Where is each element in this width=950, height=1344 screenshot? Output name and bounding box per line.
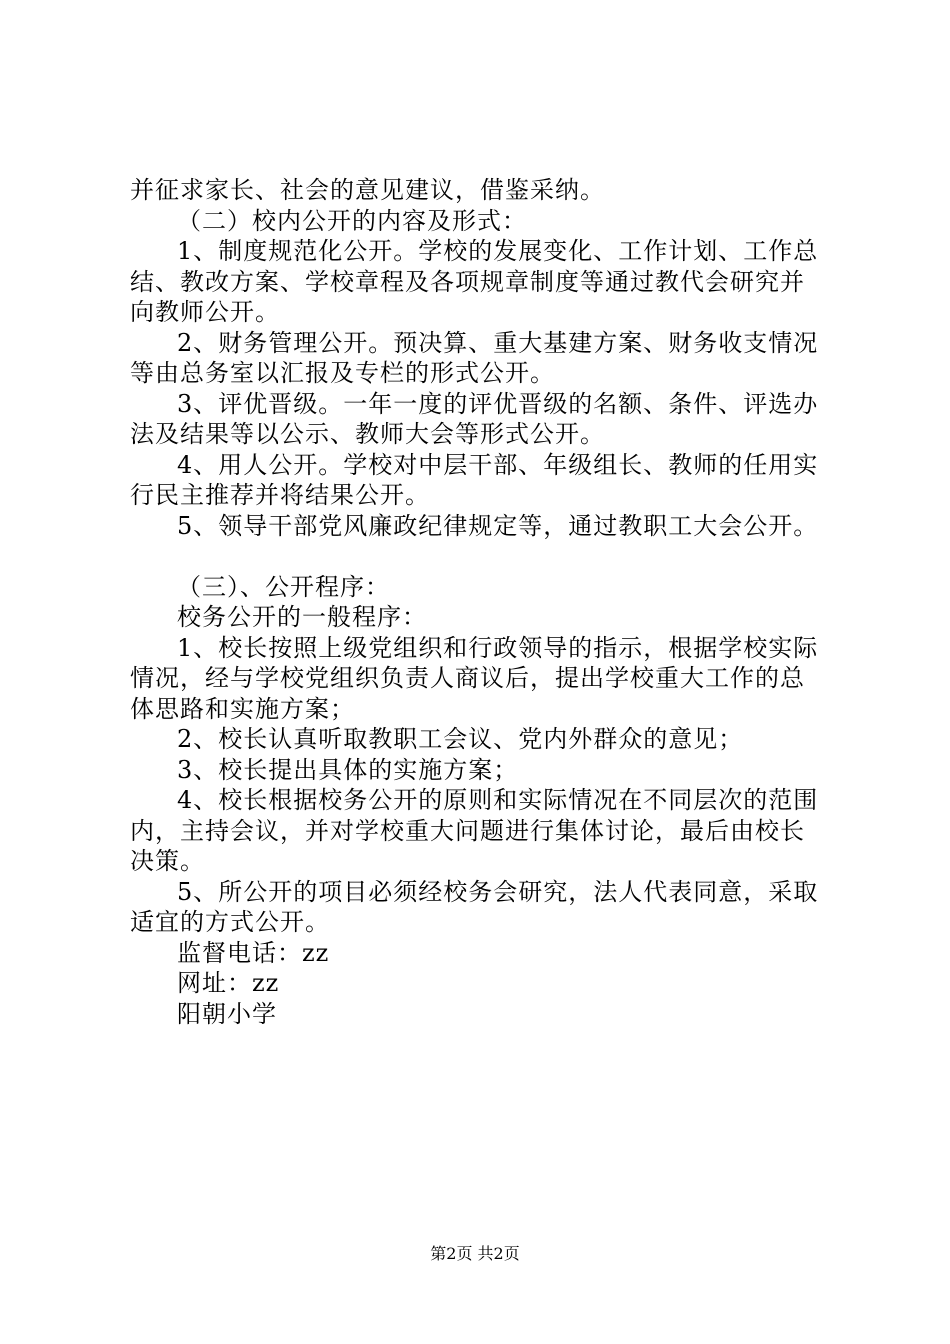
paragraph-line: 1、校长按照上级党组织和行政领导的指示，根据学校实际 <box>177 633 819 662</box>
blank-line <box>130 541 830 572</box>
paragraph-line: 2、校长认真听取教职工会议、党内外群众的意见； <box>177 725 744 753</box>
paragraph-line: 3、校长提出具体的实施方案； <box>177 755 519 784</box>
paragraph-line: 4、用人公开。学校对中层干部、年级组长、教师的任用实 <box>177 450 819 479</box>
paragraph-line: 结、教改方案、学校章程及各项规章制度等通过教代会研究并 <box>130 267 805 296</box>
paragraph-line: 校务公开的一般程序： <box>177 603 427 631</box>
document-body <box>130 175 830 1029</box>
paragraph-line: 并征求家长、社会的意见建议，借鉴采纳。 <box>130 176 605 204</box>
paragraph-line: 体思路和实施方案； <box>130 694 355 723</box>
paragraph-line: 决策。 <box>130 847 205 875</box>
website: 网址：zz <box>177 969 280 997</box>
section-heading-3: （三）、公开程序： <box>177 572 390 601</box>
paragraph-line: 法及结果等以公示、教师大会等形式公开。 <box>130 420 605 448</box>
page-number-footer: 第2页 共2页 <box>430 1244 520 1263</box>
section-heading-2: （二）校内公开的内容及形式： <box>177 206 527 235</box>
paragraph-line: 等由总务室以汇报及专栏的形式公开。 <box>130 359 555 387</box>
paragraph-line: 2、财务管理公开。预决算、重大基建方案、财务收支情况 <box>177 328 819 357</box>
school-name: 阳朝小学 <box>177 999 277 1028</box>
supervision-phone: 监督电话：zz <box>177 938 330 967</box>
paragraph-line: 行民主推荐并将结果公开。 <box>130 481 430 509</box>
paragraph-line: 3、评优晋级。一年一度的评优晋级的名额、条件、评选办 <box>177 389 819 418</box>
paragraph-line: 向教师公开。 <box>130 298 280 326</box>
paragraph-line: 4、校长根据校务公开的原则和实际情况在不同层次的范围 <box>177 786 819 814</box>
paragraph-line: 5、所公开的项目必须经校务会研究，法人代表同意，采取 <box>177 877 819 906</box>
paragraph-line: 1、制度规范化公开。学校的发展变化、工作计划、工作总 <box>177 237 819 265</box>
paragraph-line: 适宜的方式公开。 <box>130 908 330 936</box>
paragraph-line: 情况，经与学校党组织负责人商议后，提出学校重大工作的总 <box>130 664 805 692</box>
paragraph-line: 5、领导干部党风廉政纪律规定等，通过教职工大会公开。 <box>177 511 819 540</box>
paragraph-line: 内，主持会议，并对学校重大问题进行集体讨论，最后由校长 <box>130 816 805 845</box>
